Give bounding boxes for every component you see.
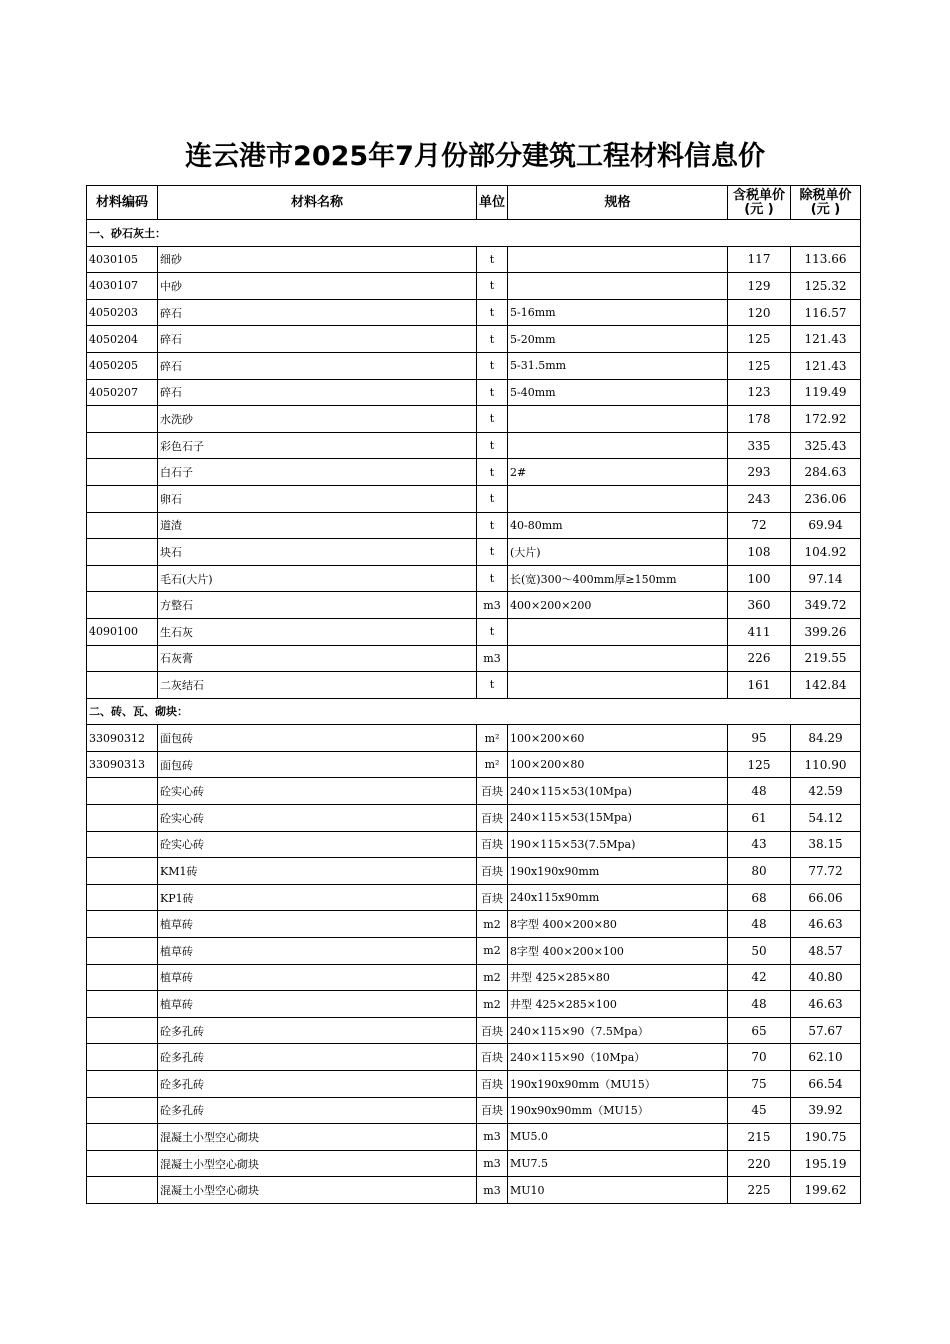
cell-name: 混凝土小型空心砌块 bbox=[158, 1150, 477, 1177]
cell-unit: t bbox=[477, 539, 508, 566]
table-row bbox=[87, 618, 861, 645]
cell-name: 碎石 bbox=[158, 379, 477, 406]
cell-name: 石灰膏 bbox=[158, 645, 477, 672]
cell-code: 4050204 bbox=[87, 326, 158, 353]
table-row bbox=[87, 459, 861, 486]
table-row bbox=[87, 858, 861, 885]
cell-name: 方整石 bbox=[158, 592, 477, 619]
cell-spec: 5-20mm bbox=[508, 326, 728, 353]
cell-price-notax: 57.67 bbox=[791, 1017, 861, 1044]
cell-unit: 百块 bbox=[477, 778, 508, 805]
cell-spec: 400×200×200 bbox=[508, 592, 728, 619]
cell-code bbox=[87, 805, 158, 832]
cell-price-tax: 43 bbox=[728, 831, 791, 858]
header-spec: 规格 bbox=[508, 186, 728, 220]
cell-price-notax: 121.43 bbox=[791, 326, 861, 353]
cell-price-notax: 110.90 bbox=[791, 751, 861, 778]
cell-code bbox=[87, 938, 158, 965]
cell-spec: 井型 425×285×80 bbox=[508, 964, 728, 991]
cell-code bbox=[87, 565, 158, 592]
cell-unit: t bbox=[477, 379, 508, 406]
cell-price-notax: 66.06 bbox=[791, 884, 861, 911]
cell-price-notax: 104.92 bbox=[791, 539, 861, 566]
cell-spec: 100×200×60 bbox=[508, 725, 728, 752]
cell-unit: t bbox=[477, 326, 508, 353]
cell-code: 4050207 bbox=[87, 379, 158, 406]
cell-spec: 5-40mm bbox=[508, 379, 728, 406]
cell-unit: 百块 bbox=[477, 805, 508, 832]
cell-spec bbox=[508, 432, 728, 459]
table-row bbox=[87, 1177, 861, 1204]
cell-price-notax: 113.66 bbox=[791, 246, 861, 273]
table-row bbox=[87, 672, 861, 699]
cell-name: 混凝土小型空心砌块 bbox=[158, 1124, 477, 1151]
cell-name: 砼实心砖 bbox=[158, 805, 477, 832]
table-row bbox=[87, 884, 861, 911]
cell-price-tax: 48 bbox=[728, 911, 791, 938]
cell-unit: m3 bbox=[477, 645, 508, 672]
cell-code bbox=[87, 1044, 158, 1071]
cell-name: 道渣 bbox=[158, 512, 477, 539]
cell-price-tax: 161 bbox=[728, 672, 791, 699]
cell-unit: m2 bbox=[477, 991, 508, 1018]
cell-price-notax: 349.72 bbox=[791, 592, 861, 619]
cell-code bbox=[87, 539, 158, 566]
table-row bbox=[87, 379, 861, 406]
cell-spec: 2# bbox=[508, 459, 728, 486]
cell-unit: t bbox=[477, 432, 508, 459]
cell-price-notax: 40.80 bbox=[791, 964, 861, 991]
header-unit: 单位 bbox=[477, 186, 508, 220]
table-row bbox=[87, 1150, 861, 1177]
table-row bbox=[87, 938, 861, 965]
cell-price-notax: 77.72 bbox=[791, 858, 861, 885]
page-title: 连云港市2025年7月份部分建筑工程材料信息价 bbox=[185, 141, 765, 172]
cell-unit: 百块 bbox=[477, 1044, 508, 1071]
cell-spec: 240×115×90（7.5Mpa） bbox=[508, 1017, 728, 1044]
cell-price-tax: 411 bbox=[728, 618, 791, 645]
cell-name: 面包砖 bbox=[158, 725, 477, 752]
cell-price-tax: 95 bbox=[728, 725, 791, 752]
cell-spec: MU7.5 bbox=[508, 1150, 728, 1177]
cell-name: 卵石 bbox=[158, 485, 477, 512]
cell-unit: t bbox=[477, 246, 508, 273]
cell-name: KP1砖 bbox=[158, 884, 477, 911]
cell-name: 砼多孔砖 bbox=[158, 1071, 477, 1098]
table-row bbox=[87, 725, 861, 752]
table-row bbox=[87, 273, 861, 300]
cell-name: 水洗砂 bbox=[158, 406, 477, 433]
cell-spec: 190x90x90mm（MU15） bbox=[508, 1097, 728, 1124]
cell-price-tax: 123 bbox=[728, 379, 791, 406]
table-row bbox=[87, 805, 861, 832]
cell-unit: t bbox=[477, 273, 508, 300]
cell-price-notax: 121.43 bbox=[791, 352, 861, 379]
cell-code bbox=[87, 831, 158, 858]
cell-price-tax: 178 bbox=[728, 406, 791, 433]
cell-code: 33090312 bbox=[87, 725, 158, 752]
table-row bbox=[87, 991, 861, 1018]
cell-spec: 240×115×53(10Mpa) bbox=[508, 778, 728, 805]
cell-name: 砼实心砖 bbox=[158, 831, 477, 858]
cell-unit: 百块 bbox=[477, 884, 508, 911]
price-table bbox=[86, 185, 861, 1204]
cell-spec: 5-31.5mm bbox=[508, 352, 728, 379]
table-row bbox=[87, 1124, 861, 1151]
cell-unit: m3 bbox=[477, 592, 508, 619]
cell-unit: m3 bbox=[477, 1150, 508, 1177]
cell-unit: m3 bbox=[477, 1177, 508, 1204]
cell-spec: 190×115×53(7.5Mpa) bbox=[508, 831, 728, 858]
table-row bbox=[87, 246, 861, 273]
cell-unit: m² bbox=[477, 751, 508, 778]
cell-price-notax: 62.10 bbox=[791, 1044, 861, 1071]
cell-price-tax: 65 bbox=[728, 1017, 791, 1044]
cell-unit: t bbox=[477, 672, 508, 699]
cell-unit: 百块 bbox=[477, 1017, 508, 1044]
cell-unit: m² bbox=[477, 725, 508, 752]
cell-price-notax: 66.54 bbox=[791, 1071, 861, 1098]
cell-price-tax: 70 bbox=[728, 1044, 791, 1071]
cell-code bbox=[87, 884, 158, 911]
cell-spec: 8字型 400×200×80 bbox=[508, 911, 728, 938]
cell-spec: MU5.0 bbox=[508, 1124, 728, 1151]
cell-price-notax: 284.63 bbox=[791, 459, 861, 486]
cell-spec: 240×115×90（10Mpa） bbox=[508, 1044, 728, 1071]
cell-price-tax: 360 bbox=[728, 592, 791, 619]
cell-price-tax: 293 bbox=[728, 459, 791, 486]
cell-name: 砼多孔砖 bbox=[158, 1017, 477, 1044]
cell-price-tax: 125 bbox=[728, 326, 791, 353]
table-row bbox=[87, 1017, 861, 1044]
header-code: 材料编码 bbox=[87, 186, 158, 220]
cell-unit: t bbox=[477, 299, 508, 326]
cell-price-tax: 100 bbox=[728, 565, 791, 592]
cell-code bbox=[87, 485, 158, 512]
cell-code bbox=[87, 406, 158, 433]
cell-price-notax: 42.59 bbox=[791, 778, 861, 805]
cell-price-notax: 46.63 bbox=[791, 991, 861, 1018]
cell-price-notax: 190.75 bbox=[791, 1124, 861, 1151]
cell-unit: m3 bbox=[477, 1124, 508, 1151]
cell-price-notax: 399.26 bbox=[791, 618, 861, 645]
table-row bbox=[87, 964, 861, 991]
cell-unit: m2 bbox=[477, 964, 508, 991]
cell-unit: t bbox=[477, 565, 508, 592]
cell-spec: 240×115×53(15Mpa) bbox=[508, 805, 728, 832]
cell-name: 混凝土小型空心砌块 bbox=[158, 1177, 477, 1204]
cell-code bbox=[87, 645, 158, 672]
cell-unit: t bbox=[477, 459, 508, 486]
cell-unit: m2 bbox=[477, 911, 508, 938]
cell-spec bbox=[508, 246, 728, 273]
cell-spec: 240x115x90mm bbox=[508, 884, 728, 911]
cell-price-notax: 97.14 bbox=[791, 565, 861, 592]
cell-price-tax: 120 bbox=[728, 299, 791, 326]
section-row bbox=[87, 220, 861, 247]
cell-price-tax: 48 bbox=[728, 991, 791, 1018]
table-row bbox=[87, 326, 861, 353]
cell-price-notax: 84.29 bbox=[791, 725, 861, 752]
cell-code bbox=[87, 1017, 158, 1044]
header-price-notax: 除税单价(元 ) bbox=[791, 186, 861, 220]
cell-code bbox=[87, 964, 158, 991]
cell-code: 4050205 bbox=[87, 352, 158, 379]
cell-price-notax: 142.84 bbox=[791, 672, 861, 699]
cell-name: 植草砖 bbox=[158, 938, 477, 965]
cell-spec: 井型 425×285×100 bbox=[508, 991, 728, 1018]
cell-unit: t bbox=[477, 406, 508, 433]
cell-spec bbox=[508, 645, 728, 672]
cell-code bbox=[87, 1150, 158, 1177]
cell-spec bbox=[508, 273, 728, 300]
cell-spec: 190x190x90mm（MU15） bbox=[508, 1071, 728, 1098]
table-row bbox=[87, 539, 861, 566]
cell-price-tax: 125 bbox=[728, 352, 791, 379]
cell-name: 面包砖 bbox=[158, 751, 477, 778]
table-row bbox=[87, 565, 861, 592]
table-row bbox=[87, 831, 861, 858]
cell-code bbox=[87, 858, 158, 885]
cell-price-notax: 48.57 bbox=[791, 938, 861, 965]
table-row bbox=[87, 352, 861, 379]
table-row bbox=[87, 645, 861, 672]
header-name: 材料名称 bbox=[158, 186, 477, 220]
section-row bbox=[87, 698, 861, 725]
cell-name: 碎石 bbox=[158, 299, 477, 326]
cell-code bbox=[87, 1124, 158, 1151]
cell-code bbox=[87, 512, 158, 539]
cell-unit: t bbox=[477, 512, 508, 539]
cell-name: 彩色石子 bbox=[158, 432, 477, 459]
cell-name: 二灰结石 bbox=[158, 672, 477, 699]
cell-name: 植草砖 bbox=[158, 964, 477, 991]
cell-price-tax: 225 bbox=[728, 1177, 791, 1204]
section-label: 二、砖、瓦、砌块： bbox=[87, 698, 861, 725]
table-row bbox=[87, 512, 861, 539]
cell-name: 砼多孔砖 bbox=[158, 1097, 477, 1124]
header-price-tax: 含税单价(元 ) bbox=[728, 186, 791, 220]
cell-unit: t bbox=[477, 618, 508, 645]
cell-code bbox=[87, 991, 158, 1018]
cell-price-notax: 236.06 bbox=[791, 485, 861, 512]
cell-code: 4030105 bbox=[87, 246, 158, 273]
cell-code bbox=[87, 432, 158, 459]
cell-price-notax: 325.43 bbox=[791, 432, 861, 459]
cell-spec bbox=[508, 485, 728, 512]
cell-spec: MU10 bbox=[508, 1177, 728, 1204]
cell-price-tax: 129 bbox=[728, 273, 791, 300]
cell-price-tax: 68 bbox=[728, 884, 791, 911]
cell-price-tax: 45 bbox=[728, 1097, 791, 1124]
cell-spec: 40-80mm bbox=[508, 512, 728, 539]
cell-price-tax: 243 bbox=[728, 485, 791, 512]
cell-code: 4090100 bbox=[87, 618, 158, 645]
cell-price-tax: 117 bbox=[728, 246, 791, 273]
cell-price-tax: 80 bbox=[728, 858, 791, 885]
cell-price-tax: 75 bbox=[728, 1071, 791, 1098]
cell-name: 生石灰 bbox=[158, 618, 477, 645]
cell-price-tax: 335 bbox=[728, 432, 791, 459]
table-row bbox=[87, 911, 861, 938]
cell-price-notax: 116.57 bbox=[791, 299, 861, 326]
cell-name: 细砂 bbox=[158, 246, 477, 273]
table-row bbox=[87, 1097, 861, 1124]
cell-spec: 190x190x90mm bbox=[508, 858, 728, 885]
cell-price-tax: 108 bbox=[728, 539, 791, 566]
cell-price-tax: 61 bbox=[728, 805, 791, 832]
table-row bbox=[87, 1044, 861, 1071]
cell-name: 白石子 bbox=[158, 459, 477, 486]
cell-price-notax: 54.12 bbox=[791, 805, 861, 832]
cell-price-tax: 215 bbox=[728, 1124, 791, 1151]
cell-name: 植草砖 bbox=[158, 991, 477, 1018]
cell-unit: 百块 bbox=[477, 858, 508, 885]
cell-code bbox=[87, 672, 158, 699]
cell-spec bbox=[508, 406, 728, 433]
cell-price-notax: 199.62 bbox=[791, 1177, 861, 1204]
cell-spec: 长(宽)300～400mm厚≥150mm bbox=[508, 565, 728, 592]
cell-price-notax: 125.32 bbox=[791, 273, 861, 300]
cell-code bbox=[87, 1177, 158, 1204]
table-row bbox=[87, 432, 861, 459]
cell-code: 4050203 bbox=[87, 299, 158, 326]
cell-code: 33090313 bbox=[87, 751, 158, 778]
cell-price-notax: 172.92 bbox=[791, 406, 861, 433]
cell-price-tax: 48 bbox=[728, 778, 791, 805]
cell-price-tax: 226 bbox=[728, 645, 791, 672]
cell-name: KM1砖 bbox=[158, 858, 477, 885]
cell-name: 块石 bbox=[158, 539, 477, 566]
cell-price-notax: 39.92 bbox=[791, 1097, 861, 1124]
table-row bbox=[87, 751, 861, 778]
cell-code bbox=[87, 1071, 158, 1098]
cell-name: 毛石(大片) bbox=[158, 565, 477, 592]
cell-code bbox=[87, 459, 158, 486]
cell-spec: (大片) bbox=[508, 539, 728, 566]
cell-code: 4030107 bbox=[87, 273, 158, 300]
cell-price-tax: 42 bbox=[728, 964, 791, 991]
cell-code bbox=[87, 778, 158, 805]
cell-spec: 5-16mm bbox=[508, 299, 728, 326]
cell-name: 植草砖 bbox=[158, 911, 477, 938]
cell-name: 碎石 bbox=[158, 352, 477, 379]
header-row bbox=[87, 186, 861, 220]
section-label: 一、砂石灰土： bbox=[87, 220, 861, 247]
cell-code bbox=[87, 592, 158, 619]
cell-price-tax: 220 bbox=[728, 1150, 791, 1177]
cell-spec: 8字型 400×200×100 bbox=[508, 938, 728, 965]
cell-unit: m2 bbox=[477, 938, 508, 965]
cell-price-notax: 119.49 bbox=[791, 379, 861, 406]
cell-unit: 百块 bbox=[477, 1071, 508, 1098]
cell-name: 砼实心砖 bbox=[158, 778, 477, 805]
table-row bbox=[87, 1071, 861, 1098]
table-row bbox=[87, 778, 861, 805]
cell-price-notax: 195.19 bbox=[791, 1150, 861, 1177]
table-row bbox=[87, 299, 861, 326]
cell-unit: t bbox=[477, 352, 508, 379]
cell-unit: 百块 bbox=[477, 1097, 508, 1124]
cell-price-notax: 69.94 bbox=[791, 512, 861, 539]
cell-spec: 100×200×80 bbox=[508, 751, 728, 778]
cell-name: 砼多孔砖 bbox=[158, 1044, 477, 1071]
cell-price-notax: 219.55 bbox=[791, 645, 861, 672]
cell-unit: t bbox=[477, 485, 508, 512]
cell-price-tax: 125 bbox=[728, 751, 791, 778]
cell-spec bbox=[508, 618, 728, 645]
cell-price-tax: 50 bbox=[728, 938, 791, 965]
cell-unit: 百块 bbox=[477, 831, 508, 858]
cell-price-tax: 72 bbox=[728, 512, 791, 539]
cell-name: 中砂 bbox=[158, 273, 477, 300]
cell-price-notax: 46.63 bbox=[791, 911, 861, 938]
cell-code bbox=[87, 911, 158, 938]
cell-code bbox=[87, 1097, 158, 1124]
cell-spec bbox=[508, 672, 728, 699]
table-row bbox=[87, 592, 861, 619]
cell-price-notax: 38.15 bbox=[791, 831, 861, 858]
cell-name: 碎石 bbox=[158, 326, 477, 353]
table-row bbox=[87, 485, 861, 512]
table-row bbox=[87, 406, 861, 433]
